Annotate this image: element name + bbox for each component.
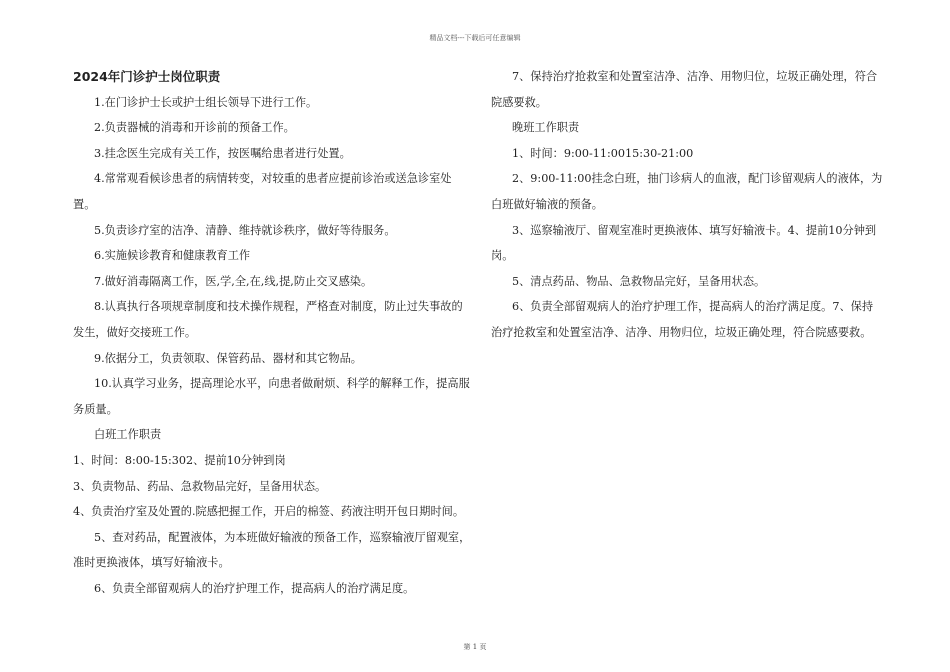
page-number: 第 1 页	[463, 643, 487, 651]
paragraph: 3、负责物品、药品、急救物品完好，呈备用状态。	[73, 479, 327, 493]
paragraph: 9.依据分工，负责领取、保管药品、器材和其它物品。	[94, 351, 362, 365]
page-header: 精品文档---下载后可任意编辑	[429, 34, 521, 42]
paragraph: 1、时间：8:00-15:302、提前10分钟到岗	[73, 453, 286, 467]
paragraph: 6.实施候诊教育和健康教育工作	[94, 249, 251, 263]
paragraph: 5、清点药品、物品、急救物品完好，呈备用状态。	[512, 274, 766, 288]
paragraph: 7、保持治疗抢救室和处置室洁净、洁净、用物归位，垃圾正确处理，符合院感要救。	[491, 70, 878, 109]
right-column	[491, 64, 884, 346]
paragraph: 1、时间：9:00-11:0015:30-21:00	[512, 146, 694, 160]
paragraph: 1.在门诊护士长或护士组长领导下进行工作。	[94, 95, 318, 109]
paragraph: 4.常常观看候诊患者的病情转变，对较重的患者应提前诊治或送急诊室处置。	[73, 172, 452, 211]
paragraph: 2、9:00-11:00挂念白班，抽门诊病人的血液，配门诊留观病人的液体，为白班做好输液的预备。	[491, 172, 883, 211]
paragraph: 6、负责全部留观病人的治疗护理工作，提高病人的治疗满足度。7、保持治疗抢救室和处置室洁净、洁净、用物归位，垃圾正确处理，符合院感要救。	[491, 300, 874, 339]
paragraph: 3.挂念医生完成有关工作，按医嘱给患者进行处置。	[94, 146, 351, 160]
document-title: 2024年门诊护士岗位职责	[73, 69, 221, 84]
paragraph: 4、负责治疗室及处置的.院感把握工作，开启的棉签、药液注明开包日期时间。	[73, 505, 465, 519]
section-heading-day-shift: 白班工作职责	[94, 428, 162, 442]
paragraph: 7.做好消毒隔离工作，医,学,全,在,线,提,防止交叉感染。	[94, 274, 373, 288]
paragraph: 5.负责诊疗室的洁净、清静、维持就诊秩序，做好等待服务。	[94, 223, 396, 237]
paragraph: 3、巡察输液厅、留观室准时更换液体、填写好输液卡。4、提前10分钟到岗。	[491, 223, 877, 263]
paragraph: 5、查对药品，配置液体，为本班做好输液的预备工作，巡察输液厅留观室，准时更换液体，填写好输液卡。	[73, 530, 471, 570]
section-heading-evening-shift: 晚班工作职责	[512, 121, 580, 135]
paragraph: 8.认真执行各项规章制度和技术操作规程，严格查对制度，防止过失事故的发生，做好交接班工作。	[73, 300, 463, 339]
left-column	[73, 64, 473, 601]
paragraph: 10.认真学习业务，提高理论水平，向患者做耐烦、科学的解释工作，提高服务质量。	[73, 377, 470, 416]
paragraph: 6、负责全部留观病人的治疗护理工作，提高病人的治疗满足度。	[94, 581, 415, 595]
paragraph: 2.负责器械的消毒和开诊前的预备工作。	[94, 121, 295, 135]
